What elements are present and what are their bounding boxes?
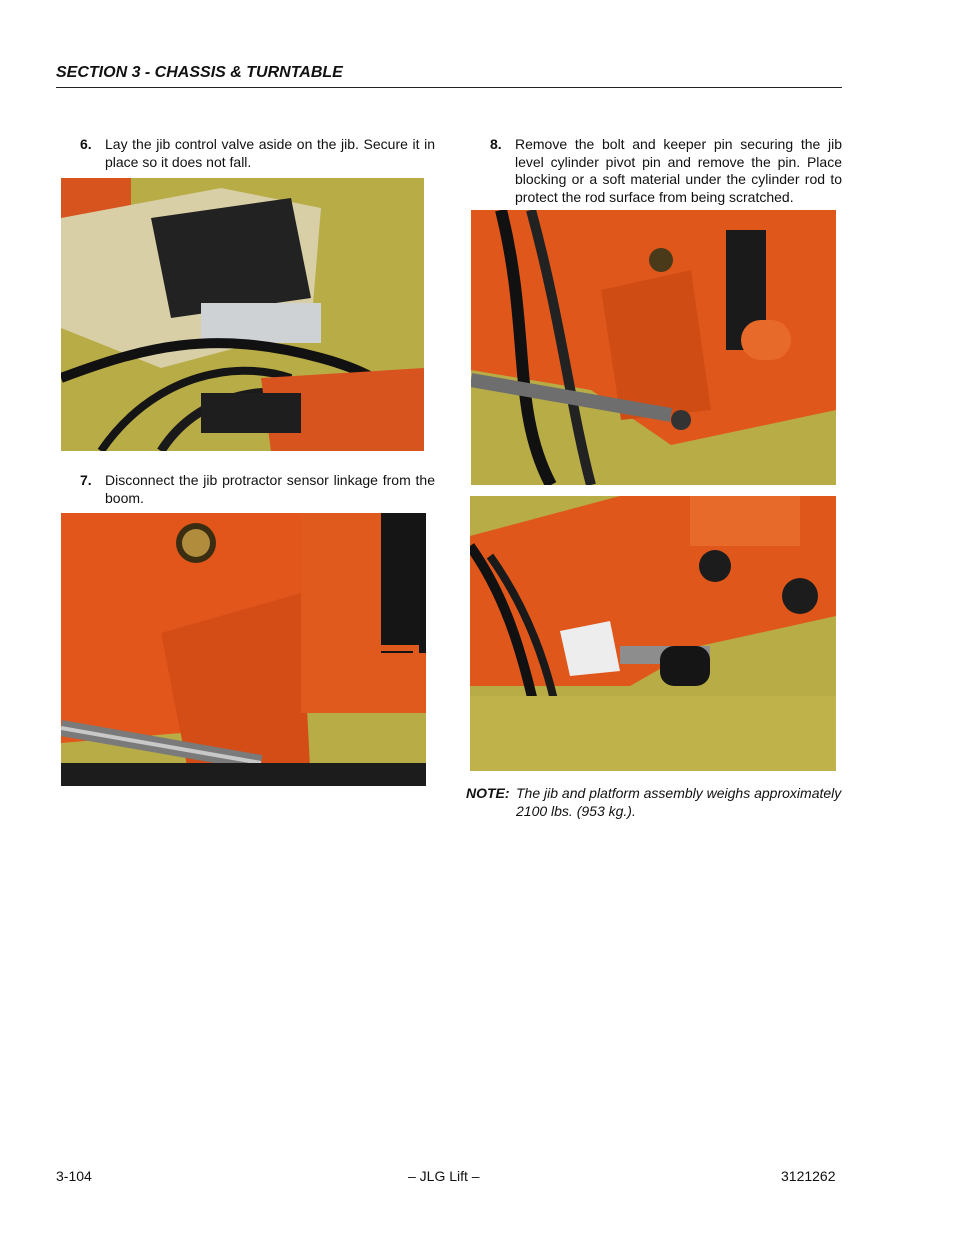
step-number: 7.	[80, 472, 92, 488]
note-text: The jib and platform assembly weighs approximately 2100 lbs. (953 kg.).	[516, 785, 842, 819]
section-title: SECTION 3 - CHASSIS & TURNTABLE	[56, 64, 343, 81]
step-number: 6.	[80, 136, 92, 152]
photo-protractor-sensor-linkage	[61, 513, 426, 786]
step-number: 8.	[490, 136, 502, 152]
photo-cylinder-rod-blocking	[470, 496, 836, 771]
footer-doc-number: 3121262	[781, 1168, 836, 1184]
step-text: Disconnect the jib protractor sensor linkage from the boom.	[105, 472, 435, 506]
photo-jib-level-cylinder-pin	[471, 210, 836, 485]
step-text: Lay the jib control valve aside on the jib. Secure it in place so it does not fall.	[105, 136, 435, 170]
footer-page-number: 3-104	[56, 1168, 92, 1184]
footer-center: – JLG Lift –	[408, 1168, 480, 1184]
note-label: NOTE:	[466, 785, 510, 801]
photo-jib-control-valve	[61, 178, 424, 451]
section-header	[56, 64, 842, 88]
step-text: Remove the bolt and keeper pin securing the jib level cylinder pivot pin and remove the pin. Place blocking or a soft material under the cylinder rod to protect the rod surface from being scratched.	[515, 136, 842, 205]
